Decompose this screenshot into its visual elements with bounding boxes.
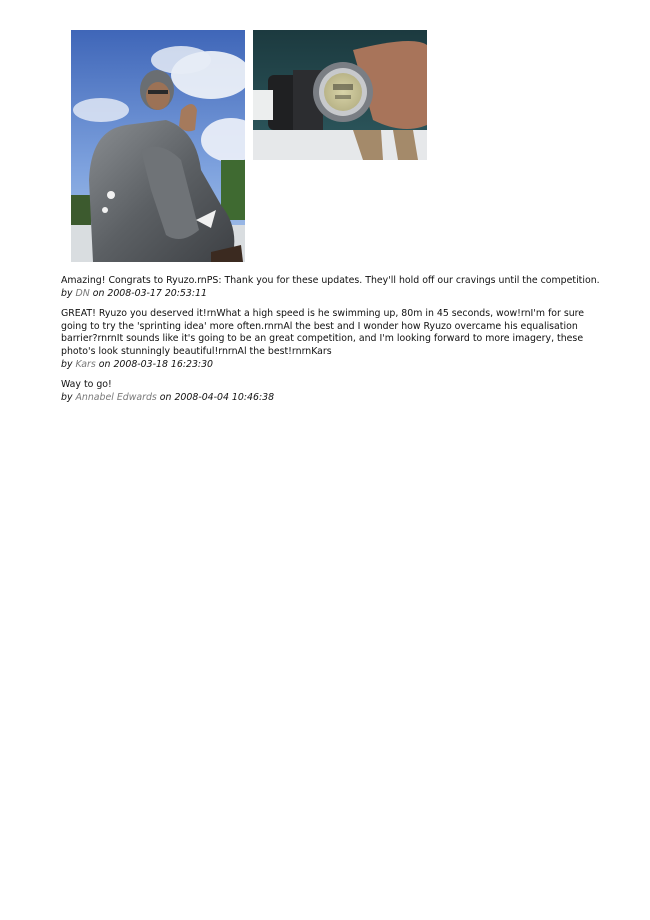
diver-photo [71,30,245,262]
comment-author-link[interactable]: DN [75,287,90,299]
comment [61,275,601,300]
comment-date: 2008-03-18 16:23:30 [113,358,214,370]
comment-meta [61,392,601,405]
comment-by-label: by [61,287,73,299]
comment-by-label: by [61,358,73,370]
comment-date: 2008-03-17 20:53:11 [107,287,207,299]
comment-text: Way to go! [61,379,112,391]
comment [61,308,601,371]
comment-on-label: on [98,358,111,370]
comment-text: Amazing! Congrats to Ryuzo.rnPS: Thank you for these updates. They'll hold off our cravings until the competition. [61,275,600,286]
comment-on-label: on [92,287,105,299]
comment-date: 2008-04-04 10:46:38 [174,391,275,403]
comment [61,379,601,404]
comment-by-label: by [61,391,73,403]
comment-on-label: on [159,391,172,403]
comment-meta [61,288,601,301]
comments-list [61,275,601,412]
comment-meta [61,359,601,372]
comment-author-link[interactable]: Annabel Edwards [75,391,157,403]
comment-author-link[interactable]: Kars [75,358,96,370]
comment-text: GREAT! Ryuzo you deserved it!rnWhat a high speed is he swimming up, 80m in 45 seconds, wow!rnI'm for sure going to try the 'sprinting idea' more often.rnrnAl the best and I wonder how Ryuzo overcame his equalisation barrier?rnrnIt sounds like it's going to be an great competition, and I'm looking forward to more imagery, these photo's look stunningly beautiful!rnrnAl the best!rnrnKars [61,308,585,357]
watch-photo [253,30,427,160]
